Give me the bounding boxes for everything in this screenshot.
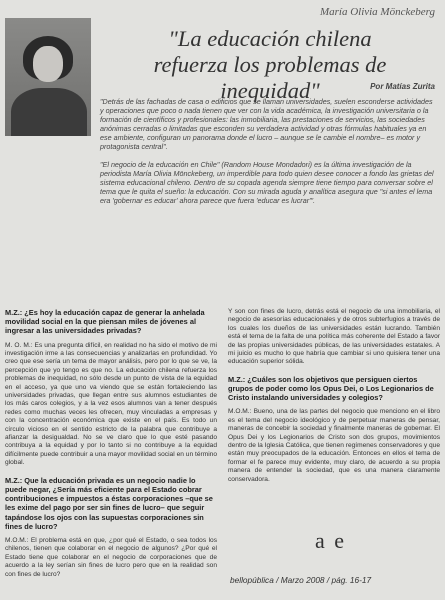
author-photo <box>5 18 91 136</box>
question-1: M.Z.: ¿Es hoy la educación capaz de generar la anhelada movilidad social en la que piensan miles de jóvenes al ingresar a las universidades privadas? <box>5 308 205 336</box>
handwritten-page-reference: bellopública / Marzo 2008 / pág. 16-17 <box>230 575 372 585</box>
headline <box>104 26 436 104</box>
magazine-logo: a e <box>315 528 347 553</box>
intro-text <box>100 97 438 213</box>
headline-line-1: "La educación chilena <box>168 26 372 51</box>
byline: Por Matías Zurita <box>370 82 435 91</box>
question-2: M.Z.: Que la educación privada es un negocio nadie lo puede negar, ¿Sería más eficiente para el Estado cobrar contribuciones e impuestos a éstas corporaciones –que se les exime del pago por ser sin fines de lucro– que seguir tapándose los ojos con las supuestas corporaciones sin fines de lucro? <box>5 475 213 531</box>
answer-2: M.O.M.: El problema está en que, ¿por qué el Estado, o sea todos los chilenos, tienen que colaborar en el negocio de algunos? ¿Por qué el Estado tiene que colaborar en el negocio de corporaciones que de acuerdo a la ley serían sin fines de lucro pero que en la realidad son con fines de lucro? <box>5 536 217 578</box>
intro-paragraph-1: "Detrás de las fachadas de casa o edificios que se llaman universidades, suelen esconderse actividades y operaciones que poco o nada tienen que ver con la vida académica, la investigación universitaria o la formación de científicos y profesionales: las inmobiliaria, las prestaciones de servicios, las sociedades anónimas cerradas o limitadas que esconden su verdadera actividad y otras fórmulas habituales ya en ese ambiente, configuran un panorama donde el lucro – aunque se le cambie el nombre– es motor y protagonista central". <box>100 97 433 152</box>
answer-1: M. O. M.: Es una pregunta difícil, en realidad no ha sido el motivo de mi investigación irme a las consecuencias y analizarlas en profundidad. Yo creo que ese sería un tema de mayor análisis, pero por lo que se ve, la percepción que yo tengo es que no. La educación chilena refuerza los problemas de inequidad, no sólo desde un punto de vista de la equidad en el acceso, ya que uno va viendo que se están fortaleciendo las universidades privadas, que llegan entre sus alumnos estudiantes de los más caros colegios, y a la vez esos alumnos van a tener después redes como muchas veces les ofrecen, muy vinculadas a empresas y con la concentración económica que existe en el país. Es todo un círculo vicioso en el sentido estricto de la palabra que contribuye a afianzar la desigualdad. No se ve claro que lo que esté pasando contribuya a la equidad y por lo tanto si no contribuye a la equidad difícilmente puede contribuir a una mayor movilidad social en un término global. <box>5 341 217 467</box>
answer-3: M.O.M.: Bueno, una de las partes del negocio que menciono en el libro es el tema del negocio ideológico y de perpetuar maneras de pensar, maneras de concebir la sociedad y finalmente maneras de gobernar. El Opus Dei y los Legionarios de Cristo son dos grupos, movimientos dentro de la Iglesia Católica, que tienen regímenes conservadores y que están muy preocupados de la educación. Entonces en ellos el tema de formar el fe parece muy evidente, muy claro, de acuerdo a su propia manera de entender la sociedad, que es una manera claramente conservadora. <box>228 408 440 483</box>
left-column <box>5 308 217 587</box>
author-name: María Olivia Mönckeberg <box>319 6 435 18</box>
right-column <box>228 308 440 492</box>
intro-paragraph-2: "El negocio de la educación en Chile" (Random House Mondadori) es la última investigación de la periodista María Olivia Mönckeberg, un imperdible para todo quien desee conocer a fondo las grietas del sistema educacional chileno. Dentro de su copada agenda siempre tiene tiempo para conversar sobre el tema que le quita el sueño: la educación. Con su mirada aguda y analítica asegura que "si antes el lema era 'gobernar es educar' ahora parece que fuera 'educar es lucrar'". <box>100 159 434 205</box>
answer-continued: Y son con fines de lucro, detrás está el negocio de una inmobiliaria, el negocio de asesorías educacionales y de otros subterfugios a través de los cuales los dueños de las universidades están lucrando. También está el tema de la falta de una política más coherente del Estado a favor de las propias universidades públicas, de las universidades estatales. A mi juicio es mucho lo que habría que cambiar si uno quisiera tener una educación superior sólida. <box>228 308 440 366</box>
headline-line-2: refuerza los problemas de inequidad" <box>153 52 387 103</box>
question-3: M.Z.: ¿Cuáles son los objetivos que persiguen ciertos grupos de poder como los Opus Dei, o Los Legionarios de Cristo instalando universidades y colegios? <box>228 374 434 403</box>
